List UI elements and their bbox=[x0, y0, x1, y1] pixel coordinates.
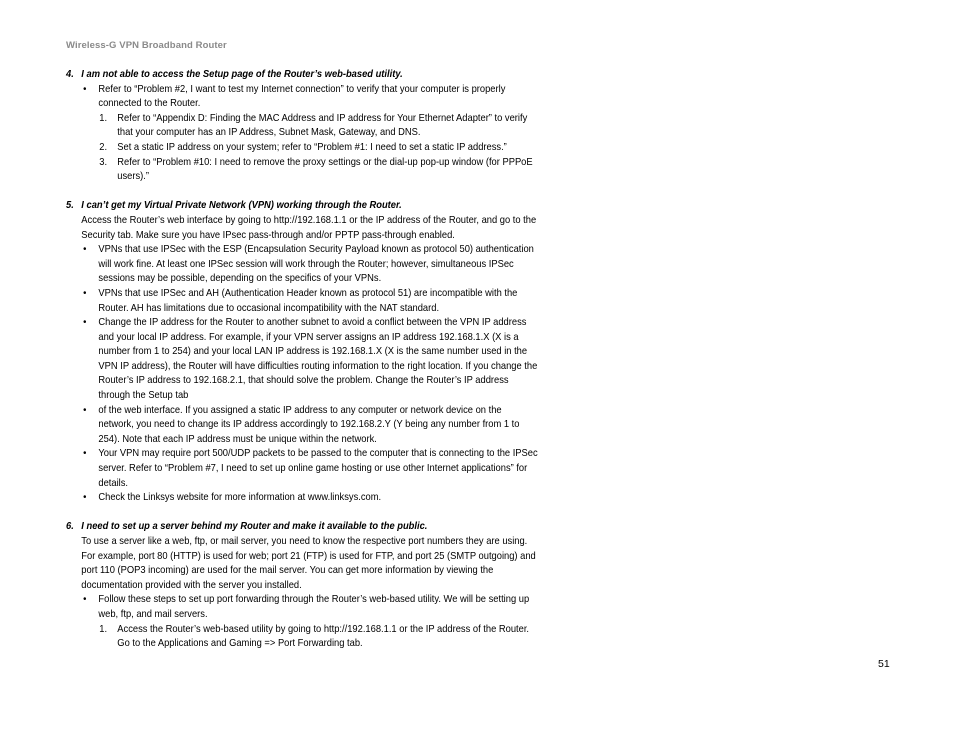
step-item bbox=[66, 141, 539, 156]
bullet-icon: • bbox=[83, 594, 87, 606]
bullet-text: Check the Linksys website for more information at www.linksys.com. bbox=[98, 492, 382, 504]
step-number: 1. bbox=[99, 112, 108, 124]
bullet-icon: • bbox=[83, 83, 87, 95]
step-item bbox=[66, 623, 539, 652]
bullet-text: Follow these steps to set up port forwarding through the Router’s web-based utility. We will be setting up web, ftp, and mail servers. bbox=[98, 594, 530, 620]
question-number: 6. bbox=[66, 521, 74, 533]
bullet-text: Your VPN may require port 500/UDP packets to be passed to the computer that is connecting to the IPSec server. Refer to “Problem #7, I need to set up online game hosting or use other Internet applications” for details. bbox=[98, 448, 538, 489]
question-title bbox=[66, 199, 539, 214]
bullet-item bbox=[66, 447, 539, 491]
bullet-text: Change the IP address for the Router to another subnet to avoid a conflict between the VPN IP address and your local IP address. For example, if your VPN server assigns an IP address 192.168.1.X (X is a number from 1 to 254) and your local LAN IP address is 192.168.1.X (X is the same number used in the VPN IP address), the Router will have difficulties routing information to the right location. If you change the Router’s IP address to 192.168.2.1, that should solve the problem. Change the Router’s IP address through the Setup tab bbox=[98, 317, 538, 402]
bullet-item bbox=[66, 316, 539, 404]
faq-question-6 bbox=[66, 520, 539, 651]
faq-question-4 bbox=[66, 68, 539, 185]
step-list bbox=[98, 112, 538, 185]
step-list bbox=[98, 623, 538, 652]
step-text: Refer to “Appendix D: Finding the MAC Address and IP address for Your Ethernet Adapter” to verify that your computer has an IP Address, Subnet Mask, Gateway, and DNS. bbox=[117, 112, 528, 139]
bullet-list bbox=[66, 593, 539, 651]
bullet-list bbox=[66, 243, 539, 506]
question-intro: To use a server like a web, ftp, or mail server, you need to know the respective port numbers they are using. For example, port 80 (HTTP) is used for web; port 21 (FTP) is used for FTP, and port 25 (SMTP outgoing) and port 110 (POP3 incoming) are used for the mail server. You can get more information by viewing the documentation provided with the server you installed. bbox=[81, 536, 536, 591]
question-number: 4. bbox=[66, 69, 74, 80]
step-number: 1. bbox=[99, 623, 108, 635]
bullet-icon: • bbox=[83, 404, 87, 416]
step-text: Refer to “Problem #10: I need to remove the proxy settings or the dial-up pop-up window (for PPPoE users).” bbox=[117, 156, 533, 183]
step-text: Access the Router’s web-based utility by going to http://192.168.1.1 or the IP address of the Router. Go to the Applications and Gaming => Port Forwarding tab. bbox=[117, 623, 530, 650]
bullet-item bbox=[66, 404, 539, 448]
bullet-text: VPNs that use IPSec with the ESP (Encapsulation Security Payload known as protocol 50) authentication will work fine. At least one IPSec session will work through the Router; however, simultaneous IPSec sessions may be possible, depending on the specifics of your VPNs. bbox=[98, 244, 534, 285]
bullet-list bbox=[66, 83, 539, 185]
bullet-item bbox=[66, 491, 539, 506]
bullet-text: Refer to “Problem #2, I want to test my Internet connection” to verify that your computer is properly connected to the Router. bbox=[98, 83, 506, 110]
bullet-icon: • bbox=[83, 448, 87, 460]
bullet-icon: • bbox=[83, 287, 87, 299]
bullet-item bbox=[66, 287, 539, 316]
step-number: 3. bbox=[99, 156, 108, 168]
question-text: I am not able to access the Setup page of the Router’s web-based utility. bbox=[81, 69, 403, 80]
question-intro: Access the Router’s web interface by going to http://192.168.1.1 or the IP address of the Router, and go to the Security tab. Make sure you have IPsec pass-through and/or PPTP pass-through enabled. bbox=[81, 214, 537, 241]
running-header: Wireless-G VPN Broadband Router bbox=[66, 40, 227, 51]
step-item bbox=[66, 156, 539, 185]
page-number: 51 bbox=[878, 658, 890, 670]
bullet-item bbox=[66, 243, 539, 287]
question-number: 5. bbox=[66, 200, 74, 212]
step-text: Set a static IP address on your system; refer to “Problem #1: I need to set a static IP address.” bbox=[117, 141, 507, 153]
faq-question-5 bbox=[66, 199, 539, 505]
question-text: I can’t get my Virtual Private Network (VPN) working through the Router. bbox=[81, 200, 402, 212]
bullet-item bbox=[66, 593, 539, 651]
bullet-icon: • bbox=[83, 492, 87, 504]
question-text: I need to set up a server behind my Router and make it available to the public. bbox=[81, 521, 428, 533]
step-number: 2. bbox=[99, 141, 108, 153]
bullet-text: of the web interface. If you assigned a static IP address to any computer or network device on the network, you need to change its IP address accordingly to 192.168.2.Y (Y being any number from 1 to 254). Note that each IP address must be unique within the network. bbox=[98, 404, 520, 445]
bullet-item bbox=[66, 83, 539, 185]
bullet-text: VPNs that use IPSec and AH (Authentication Header known as protocol 51) are incompatible with the Router. AH has limitations due to occasional incompatibility with the NAT standard. bbox=[98, 287, 518, 314]
step-item bbox=[66, 112, 539, 141]
question-title bbox=[66, 520, 539, 535]
bullet-icon: • bbox=[83, 244, 87, 256]
question-title bbox=[66, 68, 539, 83]
document-body bbox=[66, 68, 539, 666]
bullet-icon: • bbox=[83, 317, 87, 329]
